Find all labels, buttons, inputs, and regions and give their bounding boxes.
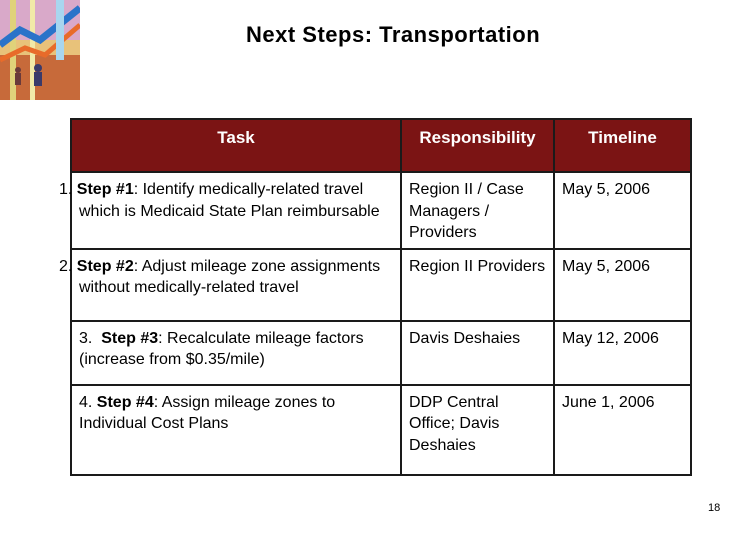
page-number: 18 [708, 502, 721, 514]
timeline-cell: May 5, 2006 [554, 172, 691, 249]
responsibility-cell: Region II Providers [401, 249, 554, 321]
responsibility-cell: DDP Central Office; Davis Deshaies [401, 385, 554, 475]
task-cell [71, 321, 401, 385]
timeline-cell: May 5, 2006 [554, 249, 691, 321]
task-description: : Recalculate mileage factors (increase from $0.35/mile) [79, 329, 369, 368]
decorative-logo-image [0, 0, 80, 100]
task-cell [71, 385, 401, 475]
task-description: : Identify medically-related travel which is Medicaid State Plan reimbursable [79, 181, 380, 220]
next-steps-table [59, 118, 692, 476]
task-step-label: Step #1 [76, 181, 134, 198]
responsibility-cell: Region II / Case Managers / Providers [401, 172, 554, 249]
responsibility-cell: Davis Deshaies [401, 321, 554, 385]
task-number: 4. [79, 393, 97, 411]
table-header-row [71, 119, 691, 172]
task-number: 2. [59, 257, 77, 275]
timeline-cell: May 12, 2006 [554, 321, 691, 385]
table-row [71, 249, 691, 321]
table-row [71, 385, 691, 475]
header-timeline: Timeline [554, 119, 691, 172]
table-row [71, 172, 691, 249]
task-step-label: Step #4 [96, 393, 154, 411]
task-description: : Adjust mileage zone assignments without medically-related travel [79, 257, 381, 296]
task-step-label: Step #2 [76, 257, 134, 275]
task-step-label: Step #3 [101, 329, 159, 347]
header-task: Task [71, 119, 401, 172]
slide-title: Next Steps: Transportation [246, 22, 541, 47]
task-number: 3. [79, 329, 102, 347]
table-row [71, 321, 691, 385]
timeline-cell: June 1, 2006 [554, 385, 691, 475]
header-responsibility: Responsibility [401, 119, 554, 172]
task-description: : Assign mileage zones to Individual Cost Plans [79, 393, 336, 432]
task-number: 1. [59, 181, 77, 198]
task-cell [59, 249, 401, 321]
task-cell [59, 172, 401, 249]
